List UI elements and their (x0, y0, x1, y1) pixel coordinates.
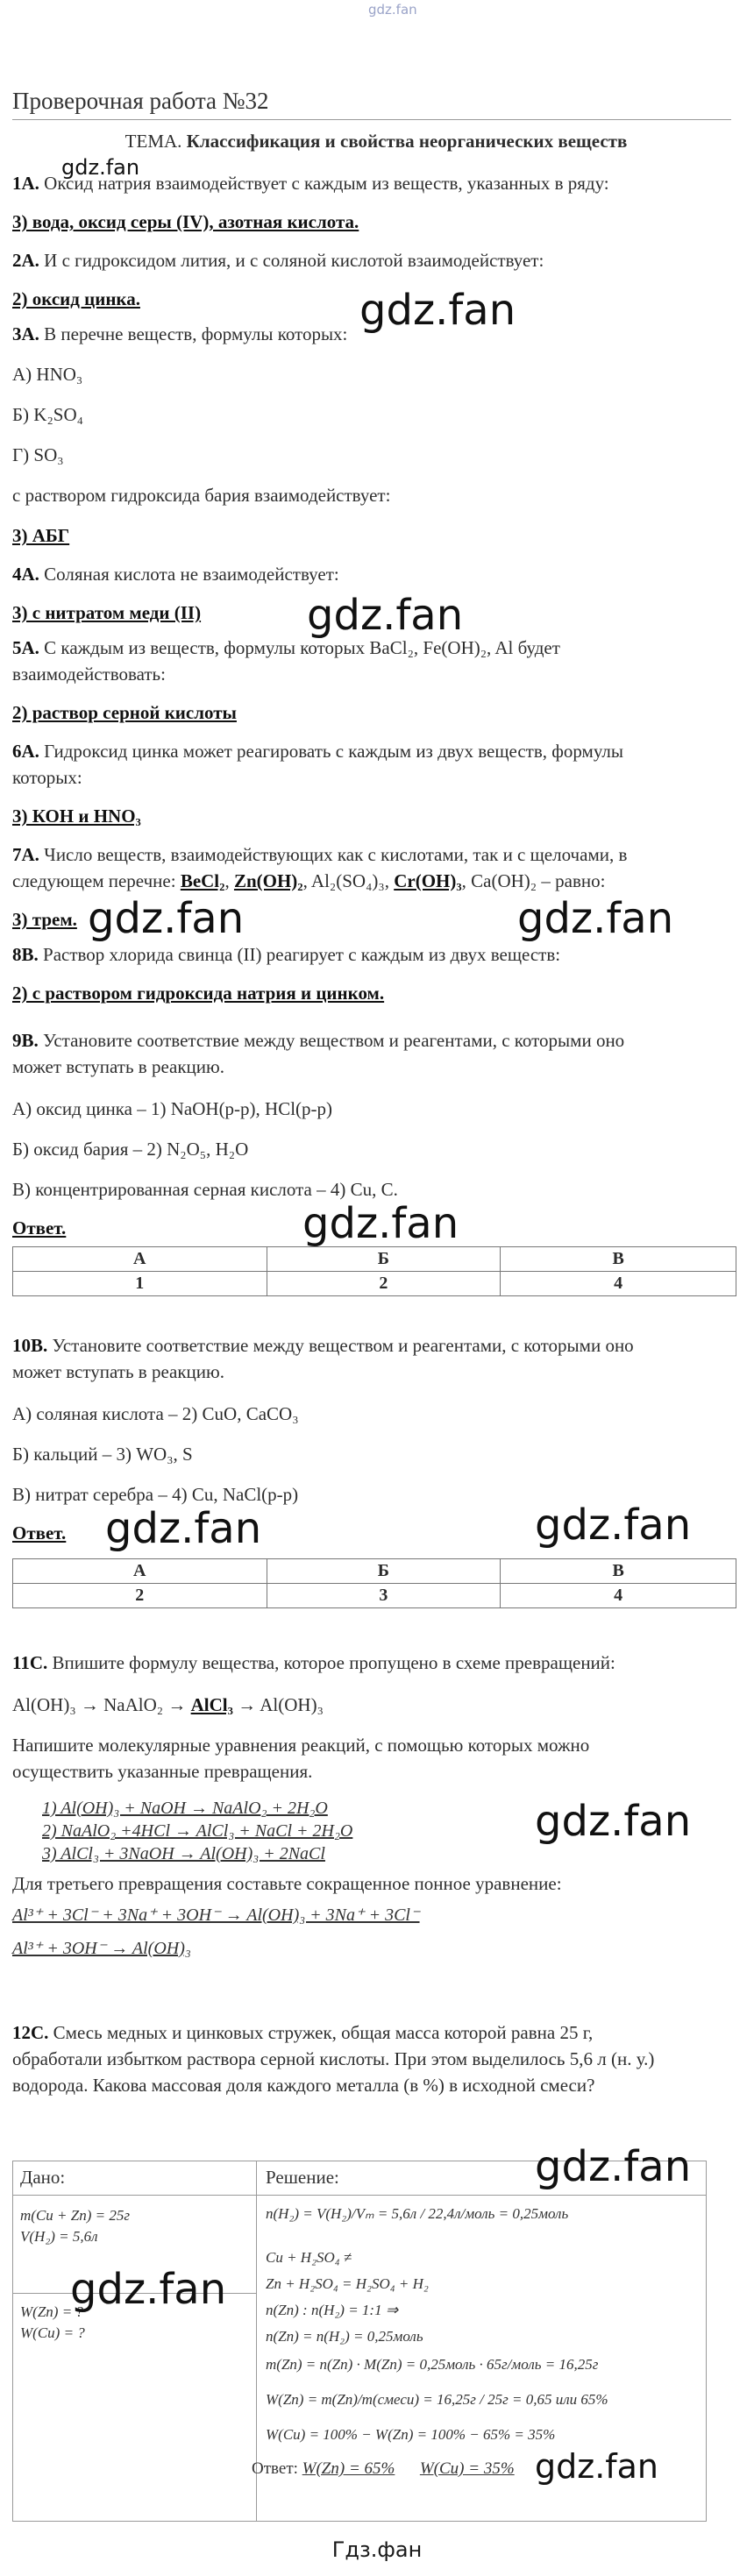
match-item-b: Б) кальций – 3) WO₃, S (12, 1444, 193, 1465)
answer-text: 3) АБГ (12, 525, 70, 546)
given-label: Дано: (20, 2167, 66, 2188)
table-cell: 4 (501, 1584, 736, 1608)
top-watermark: gdz.fan (368, 2, 417, 18)
solution-step: Zn + H₂SO₄ = H₂SO₄ + H₂ (266, 2275, 429, 2292)
watermark: gdz.fan (535, 2447, 659, 2486)
find-item: W(Zn) = ? (20, 2303, 83, 2320)
option-g: Г) SO₃ (12, 444, 64, 465)
question-number: 12С. (12, 2022, 49, 2043)
question-7 (12, 841, 740, 868)
watermark: gdz.fan (88, 894, 245, 943)
question-text: В перечне веществ, формулы которых: (44, 323, 348, 344)
question-6 (12, 738, 740, 764)
solution-step: W(Cu) = 100% − W(Zn) = 100% − 65% = 35% (266, 2426, 556, 2443)
table-header-cell: А (13, 1559, 267, 1584)
topic-prefix: ТЕМА. (124, 131, 182, 152)
question-1 (12, 170, 740, 196)
table-cell: 2 (267, 1272, 501, 1296)
table-header-cell: А (13, 1247, 267, 1272)
watermark: gdz.fan (535, 2142, 692, 2191)
formula-amphoteric: Cr(OH)₃ (394, 870, 462, 891)
answer-1 (12, 209, 740, 235)
scheme-end: → Al(OH)₃ (238, 1694, 324, 1715)
question-number: 8В. (12, 944, 39, 965)
table-header-cell: Б (267, 1559, 501, 1584)
question-8 (12, 941, 740, 968)
table-cell: 3 (267, 1584, 501, 1608)
table-header-cell: В (501, 1247, 736, 1272)
solution-step: n(Zn) = n(H₂) = 0,25моль (266, 2328, 423, 2345)
watermark: gdz.fan (517, 894, 674, 943)
question-9 (12, 1027, 740, 1054)
question-4 (12, 561, 740, 587)
question-text: С каждым из веществ, формулы которых BaCl₂, Fe(OH)₂, Al будет (44, 637, 560, 658)
page-title: Проверочная работа №32 (12, 88, 269, 114)
question-number: 3А. (12, 323, 39, 344)
watermark: gdz.fan (70, 2265, 227, 2314)
question-number: 7А. (12, 844, 39, 865)
question-number: 4А. (12, 564, 39, 585)
question-6-cont: которых: (12, 767, 82, 788)
answer-3 (12, 522, 740, 549)
ionic-short-equation: Al³⁺ + 3OH⁻ → Al(OH)₃ (12, 1939, 191, 1958)
solution-step: W(Zn) = m(Zn)/m(смеси) = 16,25г / 25г = 0,65 или 65% (266, 2391, 608, 2408)
table-cell: 4 (501, 1272, 736, 1296)
solution-step: m(Zn) = n(Zn) · M(Zn) = 0,25моль · 65г/моль = 16,25г (266, 2356, 599, 2373)
solution-step: n(Zn) : n(H₂) = 1:1 ⇒ (266, 2302, 399, 2318)
formula-amphoteric: BeCl₂ (180, 870, 225, 891)
question-12 (12, 2019, 740, 2046)
question-text: И с гидроксидом лития, и с соляной кислотой взаимодействует: (44, 250, 544, 271)
question-10-cont: может вступать в реакцию. (12, 1361, 224, 1382)
watermark: gdz.fan (302, 1199, 459, 1248)
match-item-c: В) концентрированная серная кислота – 4) Cu, C. (12, 1179, 398, 1200)
topic-line (12, 128, 740, 154)
formula: Al₂(SO₄)₃, (310, 870, 389, 891)
question-number: 9В. (12, 1030, 39, 1051)
question-5-cont: взаимодействовать: (12, 664, 166, 685)
watermark: gdz.fan (359, 286, 516, 335)
solution-label: Решение: (266, 2167, 339, 2188)
match-item-a: А) оксид цинка – 1) NaOH(р-р), HCl(р-р) (12, 1098, 333, 1119)
question-11-task-cont: осуществить указанные превращения. (12, 1761, 313, 1782)
question-11 (12, 1650, 740, 1676)
table-row (13, 1272, 736, 1296)
question-number: 6А. (12, 741, 39, 762)
question-number: 5А. (12, 637, 39, 658)
transformation-scheme (12, 1692, 740, 1718)
solution-answer (252, 2459, 515, 2479)
question-text: Гидроксид цинка может реагировать с каждым из двух веществ, формулы (44, 741, 624, 762)
question-number: 1А. (12, 173, 39, 194)
question-text: Соляная кислота не взаимодействует: (44, 564, 339, 585)
question-number: 11С. (12, 1652, 48, 1673)
solution-step: Cu + H₂SO₄ ≠ (266, 2249, 352, 2266)
solution-step: n(H₂) = V(H₂)/Vₘ = 5,6л / 22,4л/моль = 0,25моль (266, 2205, 569, 2222)
question-12-cont: обработали избытком раствора серной кислоты. При этом выделилось 5,6 л (н. у.) (12, 2048, 655, 2069)
question-number: 2А. (12, 250, 39, 271)
find-item: W(Cu) = ? (20, 2324, 85, 2341)
question-2 (12, 247, 740, 273)
question-10 (12, 1332, 740, 1359)
ionic-full-equation: Al³⁺ + 3Cl⁻ + 3Na⁺ + 3OH⁻ → Al(OH)₃ + 3Na⁺ + 3Cl⁻ (12, 1905, 420, 1925)
watermark: gdz.fan (535, 1501, 692, 1550)
answer-text: 3) вода, оксид серы (IV), азотная кислота. (12, 211, 359, 232)
table-header-cell: В (501, 1559, 736, 1584)
formula-amphoteric: Zn(OH)₂ (233, 870, 303, 891)
equation-3: 3) AlCl₃ + 3NaOH → Al(OH)₃ + 2NaCl (42, 1844, 325, 1863)
question-number: 10В. (12, 1335, 48, 1356)
question-5 (12, 635, 740, 661)
table-cell: 1 (13, 1272, 267, 1296)
question-9-cont: может вступать в реакцию. (12, 1056, 224, 1077)
answer-zn: W(Zn) = 65% (302, 2459, 395, 2478)
given-item: V(H₂) = 5,6л (20, 2228, 98, 2245)
scheme-start: Al(OH)₃ → NaAlO₂ → (12, 1694, 187, 1715)
question-11-ionic: Для третьего превращения составьте сокращенное понное уравнение: (12, 1873, 562, 1894)
table-row (13, 1584, 736, 1608)
question-7-cont: следующем перечне: BeCl₂, Zn(OH)₂, Al₂(SO₄)₃, Cr(OH)₃, Ca(OH)₂ – равно: (12, 870, 606, 891)
topic-text: Классификация и свойства неорганических веществ (186, 131, 628, 152)
equation-2: 2) NaAlO₂ +4HCl → AlCl₃ + NaCl + 2H₂O (42, 1821, 353, 1841)
option-a: А) HNO₃ (12, 364, 83, 385)
answer-text: 2) оксид цинка. (12, 288, 140, 309)
watermark: gdz.fan (105, 1504, 262, 1553)
match-item-c: В) нитрат серебра – 4) Cu, NaCl(р-р) (12, 1484, 299, 1505)
answer-label-9 (12, 1215, 740, 1241)
scheme-missing-substance: AlCl₃ (190, 1694, 233, 1715)
answer-text: 3) с нитратом меди (II) (12, 602, 202, 623)
question-text: Смесь медных и цинковых стружек, общая масса которой равна 25 г, (53, 2022, 594, 2043)
question-text: Установите соответствие между веществом и реагентами, с которыми оно (43, 1030, 625, 1051)
answer-table-9 (12, 1246, 736, 1296)
answer-6 (12, 803, 740, 829)
table-header-row (13, 1247, 736, 1272)
question-text: Раствор хлорида свинца (II) реагирует с каждым из двух веществ: (43, 944, 561, 965)
question-tail: с раствором гидроксида бария взаимодействует: (12, 485, 391, 506)
question-12-cont: водорода. Какова массовая доля каждого металла (в %) в исходной смеси? (12, 2075, 595, 2096)
watermark: gdz.fan (307, 591, 464, 640)
answer-text: 3) КОН и HNO₃ (12, 805, 141, 827)
match-item-a: А) соляная кислота – 2) CuO, CaCO₃ (12, 1403, 299, 1424)
answer-label: Ответ. (12, 1217, 67, 1238)
watermark: gdz.fan (535, 1797, 692, 1846)
table-header-cell: Б (267, 1247, 501, 1272)
question-text: Число веществ, взаимодействующих как с кислотами, так и с щелочами, в (44, 844, 628, 865)
given-item: m(Cu + Zn) = 25г (20, 2207, 130, 2224)
question-text: Установите соответствие между веществом и реагентами, с которыми оно (52, 1335, 634, 1356)
question-11-task: Напишите молекулярные уравнения реакций, с помощью которых можно (12, 1735, 590, 1756)
answer-label: Ответ: (252, 2459, 298, 2478)
watermark-small: gdz.fan (61, 155, 140, 180)
answer-5 (12, 699, 740, 726)
question-text: Оксид натрия взаимодействует с каждым из веществ, указанных в ряду: (44, 173, 609, 194)
divider (13, 2195, 706, 2196)
answer-text: 2) раствор серной кислоты (12, 702, 237, 723)
answer-text: 3) трем. (12, 909, 77, 930)
answer-label: Ответ. (12, 1522, 67, 1543)
answer-table-10 (12, 1558, 736, 1608)
table-header-row (13, 1559, 736, 1584)
question-text: следующем перечне: (12, 870, 176, 891)
formula: Ca(OH)₂ – равно: (471, 870, 606, 891)
answer-8 (12, 980, 740, 1006)
equation-1: 1) Al(OH)₃ + NaOH → NaAlO₂ + 2H₂O (42, 1799, 328, 1818)
option-b: Б) K₂SO₄ (12, 404, 83, 425)
answer-cu: W(Cu) = 35% (419, 2459, 515, 2478)
question-text: Впишите формулу вещества, которое пропущено в схеме превращений: (52, 1652, 615, 1673)
title-divider (12, 119, 731, 120)
table-cell: 2 (13, 1584, 267, 1608)
bottom-watermark: Гдз.фан (331, 2537, 423, 2562)
match-item-b: Б) оксид бария – 2) N₂O₅, H₂O (12, 1139, 249, 1160)
answer-text: 2) с раствором гидроксида натрия и цинком. (12, 983, 385, 1004)
